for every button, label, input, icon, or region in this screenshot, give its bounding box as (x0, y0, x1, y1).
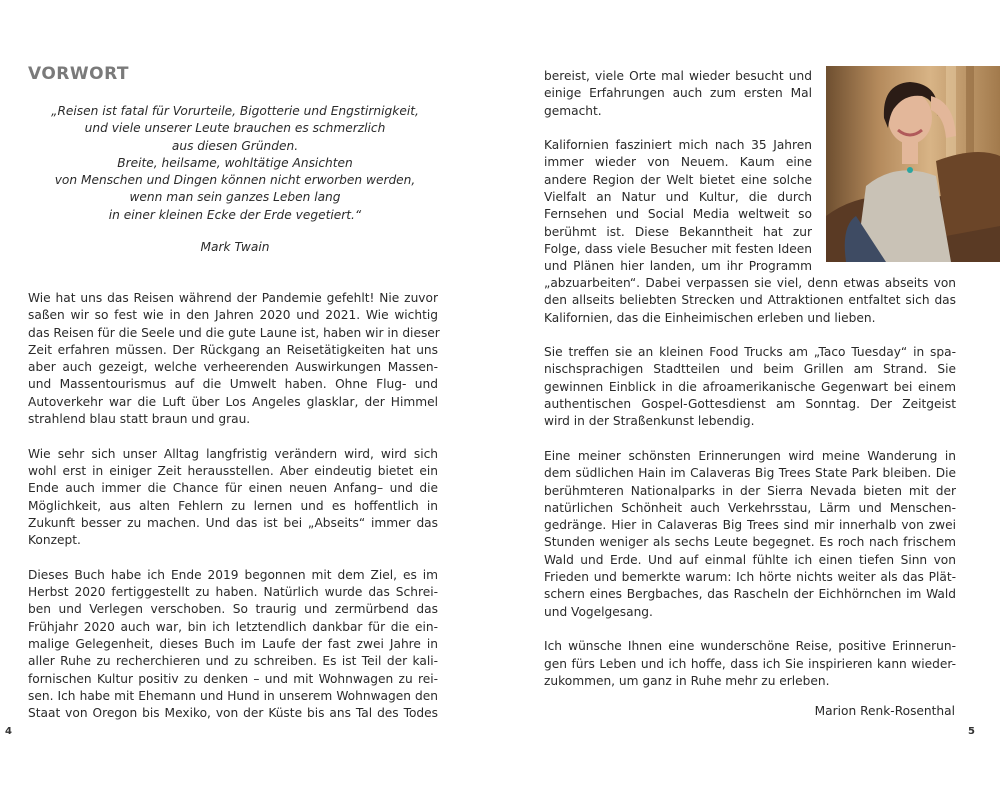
text-line: Frühjahr 2020 auch war, bin ich letztendlich dankbar für die ein- (28, 619, 438, 634)
text-line: das Reisen für die Seele und die gute Laune ist, haben wir in dieser (28, 325, 440, 340)
text-line: dem südlichen Hain im Calaveras Big Trees State Park bleiben. Die (544, 466, 956, 481)
paragraph (28, 567, 438, 723)
text-line: „abzuarbeiten“. Dabei verpassen sie viel, denn etwas abseits von (544, 276, 956, 290)
paragraph (544, 68, 812, 120)
text-line: fornischen Kultur positiv zu denken – und mit Wohnwagen zu rei- (28, 671, 438, 686)
author-portrait (826, 66, 1000, 262)
text-line: Wald und Erde. Und auf einmal fühlte ich einen tiefen Sinn von (544, 552, 956, 567)
portrait-illustration (826, 66, 1000, 262)
right-body-text (544, 275, 956, 707)
text-line: natürlichen Schönheit auch Verkehrsstau, Lärm und Menschen- (544, 500, 956, 515)
paragraph (28, 290, 438, 428)
text-line: und Massentourismus auf die Umwelt haben. Ohne Flug- und (28, 377, 438, 392)
quote-author: Mark Twain (200, 240, 270, 254)
paragraph (544, 448, 956, 621)
quote-line: von Menschen und Dingen können nicht erworben werden, (54, 173, 416, 188)
text-line: sen. Ich habe mit Ehemann und Hund in unserem Wohnwagen den (28, 688, 438, 703)
text-line: Dieses Buch habe ich Ende 2019 begonnen mit dem Ziel, es im (28, 567, 438, 582)
text-line: gen fürs Leben und ich hoffe, dass ich Sie inspirieren kann wieder- (544, 656, 956, 671)
text-line: Möglichkeit, aus alten Fehlern zu lernen und es hoffentlich in (28, 498, 438, 513)
right-page (500, 0, 1000, 800)
text-line: aller Ruhe zu recherchieren und zu schreiben. Es ist Teil der kali- (28, 654, 438, 669)
text-line: Konzept. (28, 533, 81, 548)
text-line: berühmteren Nationalparks in der Sierra Nevada bieten mit der (544, 483, 956, 498)
quote-line: „Reisen ist fatal für Vorurteile, Bigotterie und Engstirnigkeit, (51, 104, 419, 118)
text-line: den allseits beliebten Strecken und Attraktionen entfaltet sich das (544, 293, 956, 308)
text-line: immer wieder von Neuem. Kaum eine (544, 155, 812, 170)
text-line: Autoverkehr war die Luft über Los Angeles glasklar, der Himmel (28, 394, 438, 409)
text-line: strahlend blau statt braun und grau. (28, 412, 251, 427)
text-line: saßen wir so fest wie in den Jahren 2020 und 2021. Wie wichtig (28, 308, 438, 323)
right-top-text (544, 68, 812, 293)
quote-line: wenn man sein ganzes Leben lang (129, 190, 341, 205)
text-line: Eine meiner schönsten Erinnerungen wird meine Wanderung in (544, 448, 956, 463)
text-line: Vielfalt an Natur und Kultur, die durch (544, 190, 812, 205)
text-line: aber auch gezeigt, welche verheerenden Auswirkungen Massen- (28, 360, 438, 375)
text-line: gedränge. Hier in Calaveras Big Trees sind mir innerhalb von zwei (544, 518, 956, 533)
text-line: gewinnen Einblick in die afroamerikanische Gegenwart bei einem (544, 379, 956, 394)
text-line: Staat von Oregon bis Mexiko, von der Küste bis ans Tal des Todes (28, 706, 438, 721)
text-line: und Vogelgesang. (544, 604, 653, 619)
quote-line: und viele unserer Leute brauchen es schmerzlich (84, 121, 386, 136)
text-line: und Plänen hier landen, um ihr Programm (544, 259, 812, 274)
epigraph-quote (40, 103, 430, 224)
text-line: Wie hat uns das Reisen während der Pandemie gefehlt! Nie zuvor (28, 291, 438, 305)
quote-line: in einer kleinen Ecke der Erde vegetiert.“ (108, 207, 362, 222)
text-line: Sie treffen sie an kleinen Food Trucks am „Taco Tuesday“ in spa- (544, 345, 956, 360)
page-heading: VORWORT (28, 64, 130, 84)
text-line: bereist, viele Orte mal wieder besucht und (544, 69, 812, 83)
paragraph (544, 137, 812, 275)
paragraph (28, 446, 438, 550)
page-number-left: 4 (5, 726, 12, 737)
paragraph (544, 638, 956, 690)
text-line: schern eines Bergbaches, das Rascheln der Eichhörnchen im Wald (544, 587, 956, 602)
text-line: Ende auch immer die Chance für einen neuen Anfang– und die (28, 481, 438, 496)
text-line: malige Gelegenheit, dieses Buch im Laufe der fast zwei Jahre in (28, 636, 438, 651)
text-line: Zeit erfahren müssen. Der Rückgang an Reisetätigkeiten hat uns (28, 342, 438, 357)
text-line: Kalifornien fasziniert mich nach 35 Jahren (544, 138, 812, 153)
text-line: nischsprachigen Stadtteilen und beim Grillen am Strand. Sie (544, 362, 956, 377)
quote-line: Breite, heilsame, wohltätige Ansichten (117, 155, 353, 170)
text-line: Frieden und bemerkte warum: Ich hörte nichts weiter als das Plät- (544, 570, 956, 585)
quote-line: aus diesen Gründen. (171, 138, 299, 153)
text-line: Herbst 2020 fertiggestellt zu haben. Natürlich wurde das Schrei- (28, 585, 438, 600)
text-line: wird in der Straßenkunst lebendig. (544, 414, 755, 429)
text-line: wohl erst in einiger Zeit herausstellen. Aber eindeutig bietet ein (28, 463, 438, 478)
text-line: authentischen Gospel-Gottesdienst am Sonntag. Der Zeitgeist (544, 397, 956, 412)
text-line: Zukunft besser zu machen. Und das ist bei „Abseits“ immer das (28, 515, 438, 530)
text-line: Kalifornien, das die Einheimischen erleben und lieben. (544, 310, 876, 325)
text-line: andere Region der Welt bietet eine solche (544, 172, 812, 187)
text-line: einige Erfahrungen auch zum ersten Mal (544, 86, 812, 101)
text-line: zukommen, um ganz in Ruhe mehr zu erleben. (544, 673, 830, 688)
text-line: Folge, dass viele Besucher mit festen Ideen (544, 241, 812, 256)
text-line: Wie sehr sich unser Alltag langfristig verändern wird, wird sich (28, 446, 438, 461)
page-number-right: 5 (968, 726, 975, 737)
paragraph (544, 275, 956, 327)
text-line: gemacht. (544, 103, 602, 118)
text-line: berühmt ist. Diese Bekanntheit hat zur (544, 224, 812, 239)
text-line: Stunden weniger als sechs Leute begegnet. Es roch nach frischem (544, 535, 956, 550)
text-line: ben und Verlegen verschoben. So traurig und zermürbend das (28, 602, 438, 617)
author-signature: Marion Renk-Rosenthal (814, 704, 955, 718)
text-line: Ich wünsche Ihnen eine wunderschöne Reise, positive Erinnerun- (544, 639, 956, 654)
left-body-text (28, 290, 438, 740)
text-line: Fernsehen und Social Media weltweit so (544, 207, 812, 222)
paragraph (544, 344, 956, 430)
